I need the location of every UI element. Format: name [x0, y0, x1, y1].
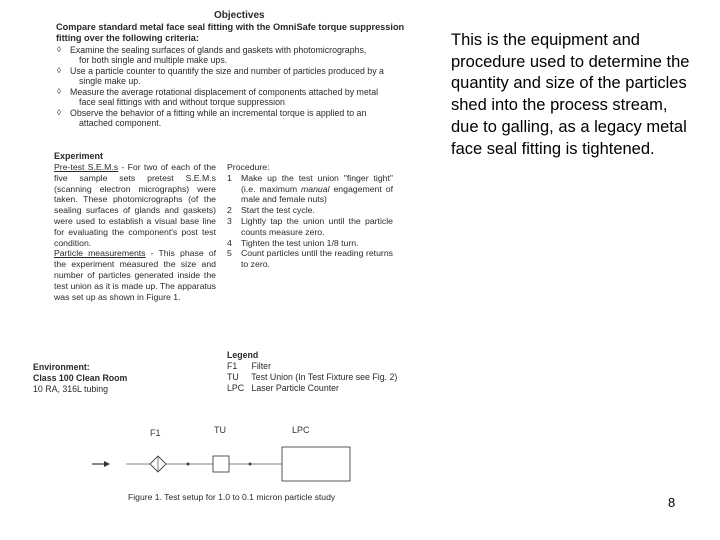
list-item: ◊ Use a particle counter to quantify the size and number of particles produced by a single make up. [57, 65, 384, 87]
slide-description: This is the equipment and procedure used to determine the quantity and size of the particles shed into the process stream, due to galling, as a legacy metal face seal fitting is tightened. [451, 31, 690, 158]
fitting-dot [187, 463, 190, 466]
label-lpc: LPC [292, 425, 310, 435]
list-item: ◊ Measure the average rotational displacement of components attached by metal face seal fittings with and without torque suppression [57, 86, 379, 108]
test-union-box [213, 456, 229, 472]
fitting-dot [249, 463, 252, 466]
experiment-text [54, 162, 216, 302]
environment [33, 362, 203, 395]
procedure-heading: Procedure: [227, 162, 270, 172]
legend [227, 350, 437, 394]
legend-row: LPC Laser Particle Counter [227, 383, 339, 393]
legend-row: F1 Filter [227, 361, 272, 371]
objectives-title: Objectives [214, 10, 265, 21]
pretest-text: - For two of each of the five sample sets pretest S.E.M.s (scanning electron micrographs) were taken. These photomicrographs (of the sealing surfaces of glands and gaskets) were used to establish a visual base line for evaluating the component's post test condition. [54, 162, 216, 248]
label-f1: F1 [150, 428, 161, 438]
experiment-heading: Experiment [54, 151, 104, 161]
bullet-icon: ◊ [57, 86, 61, 96]
legend-heading: Legend [227, 350, 259, 360]
list-item: ◊ Examine the sealing surfaces of glands and gaskets with photomicrographs, for both single and multiple make ups. [57, 45, 367, 66]
bullet-icon: ◊ [57, 107, 61, 117]
procedure-step: 3 Lightly tap the union until the particle counts measure zero. [227, 215, 393, 237]
environment-heading: Environment: [33, 362, 90, 372]
procedure-step: 1 Make up the test union "finger tight" (i.e. maximum manual engagement of male and female nuts) [227, 172, 393, 205]
procedure-step: 2 Start the test cycle. [227, 205, 315, 216]
list-item: ◊ Observe the behavior of a fitting while an incremental torque is applied to an attached component. [57, 107, 367, 128]
particle-text: - This phase of the experiment measured the size and number of particles generated inside the test union as it is made up. The apparatus was set up as shown in Figure 1. [54, 248, 216, 302]
particle-label: Particle measurements [54, 248, 146, 259]
particle-counter-box [282, 447, 350, 481]
environment-line: Class 100 Clean Room [33, 373, 128, 383]
objectives-list [56, 45, 421, 129]
pretest-label: Pre-test S.E.M.s [54, 162, 119, 172]
environment-line: 10 RA, 316L tubing [33, 384, 108, 394]
bullet-icon: ◊ [57, 65, 61, 75]
figure-caption: Figure 1. Test setup for 1.0 to 0.1 micron particle study [128, 492, 336, 502]
bullet-icon: ◊ [57, 45, 61, 54]
inlet-arrow-icon [92, 461, 110, 467]
label-tu: TU [214, 425, 226, 435]
page-number: 8 [668, 495, 676, 510]
procedure-step: 4 Tighten the test union 1/8 turn. [227, 237, 359, 248]
legend-row: TU Test Union (In Test Fixture see Fig. 2) [227, 372, 398, 382]
procedure [227, 162, 393, 270]
procedure-step: 5 Count particles until the reading returns to zero. [227, 248, 393, 270]
objectives-intro: Compare standard metal face seal fitting with the OmniSafe torque suppression fitting over the following criteria: [56, 22, 405, 43]
